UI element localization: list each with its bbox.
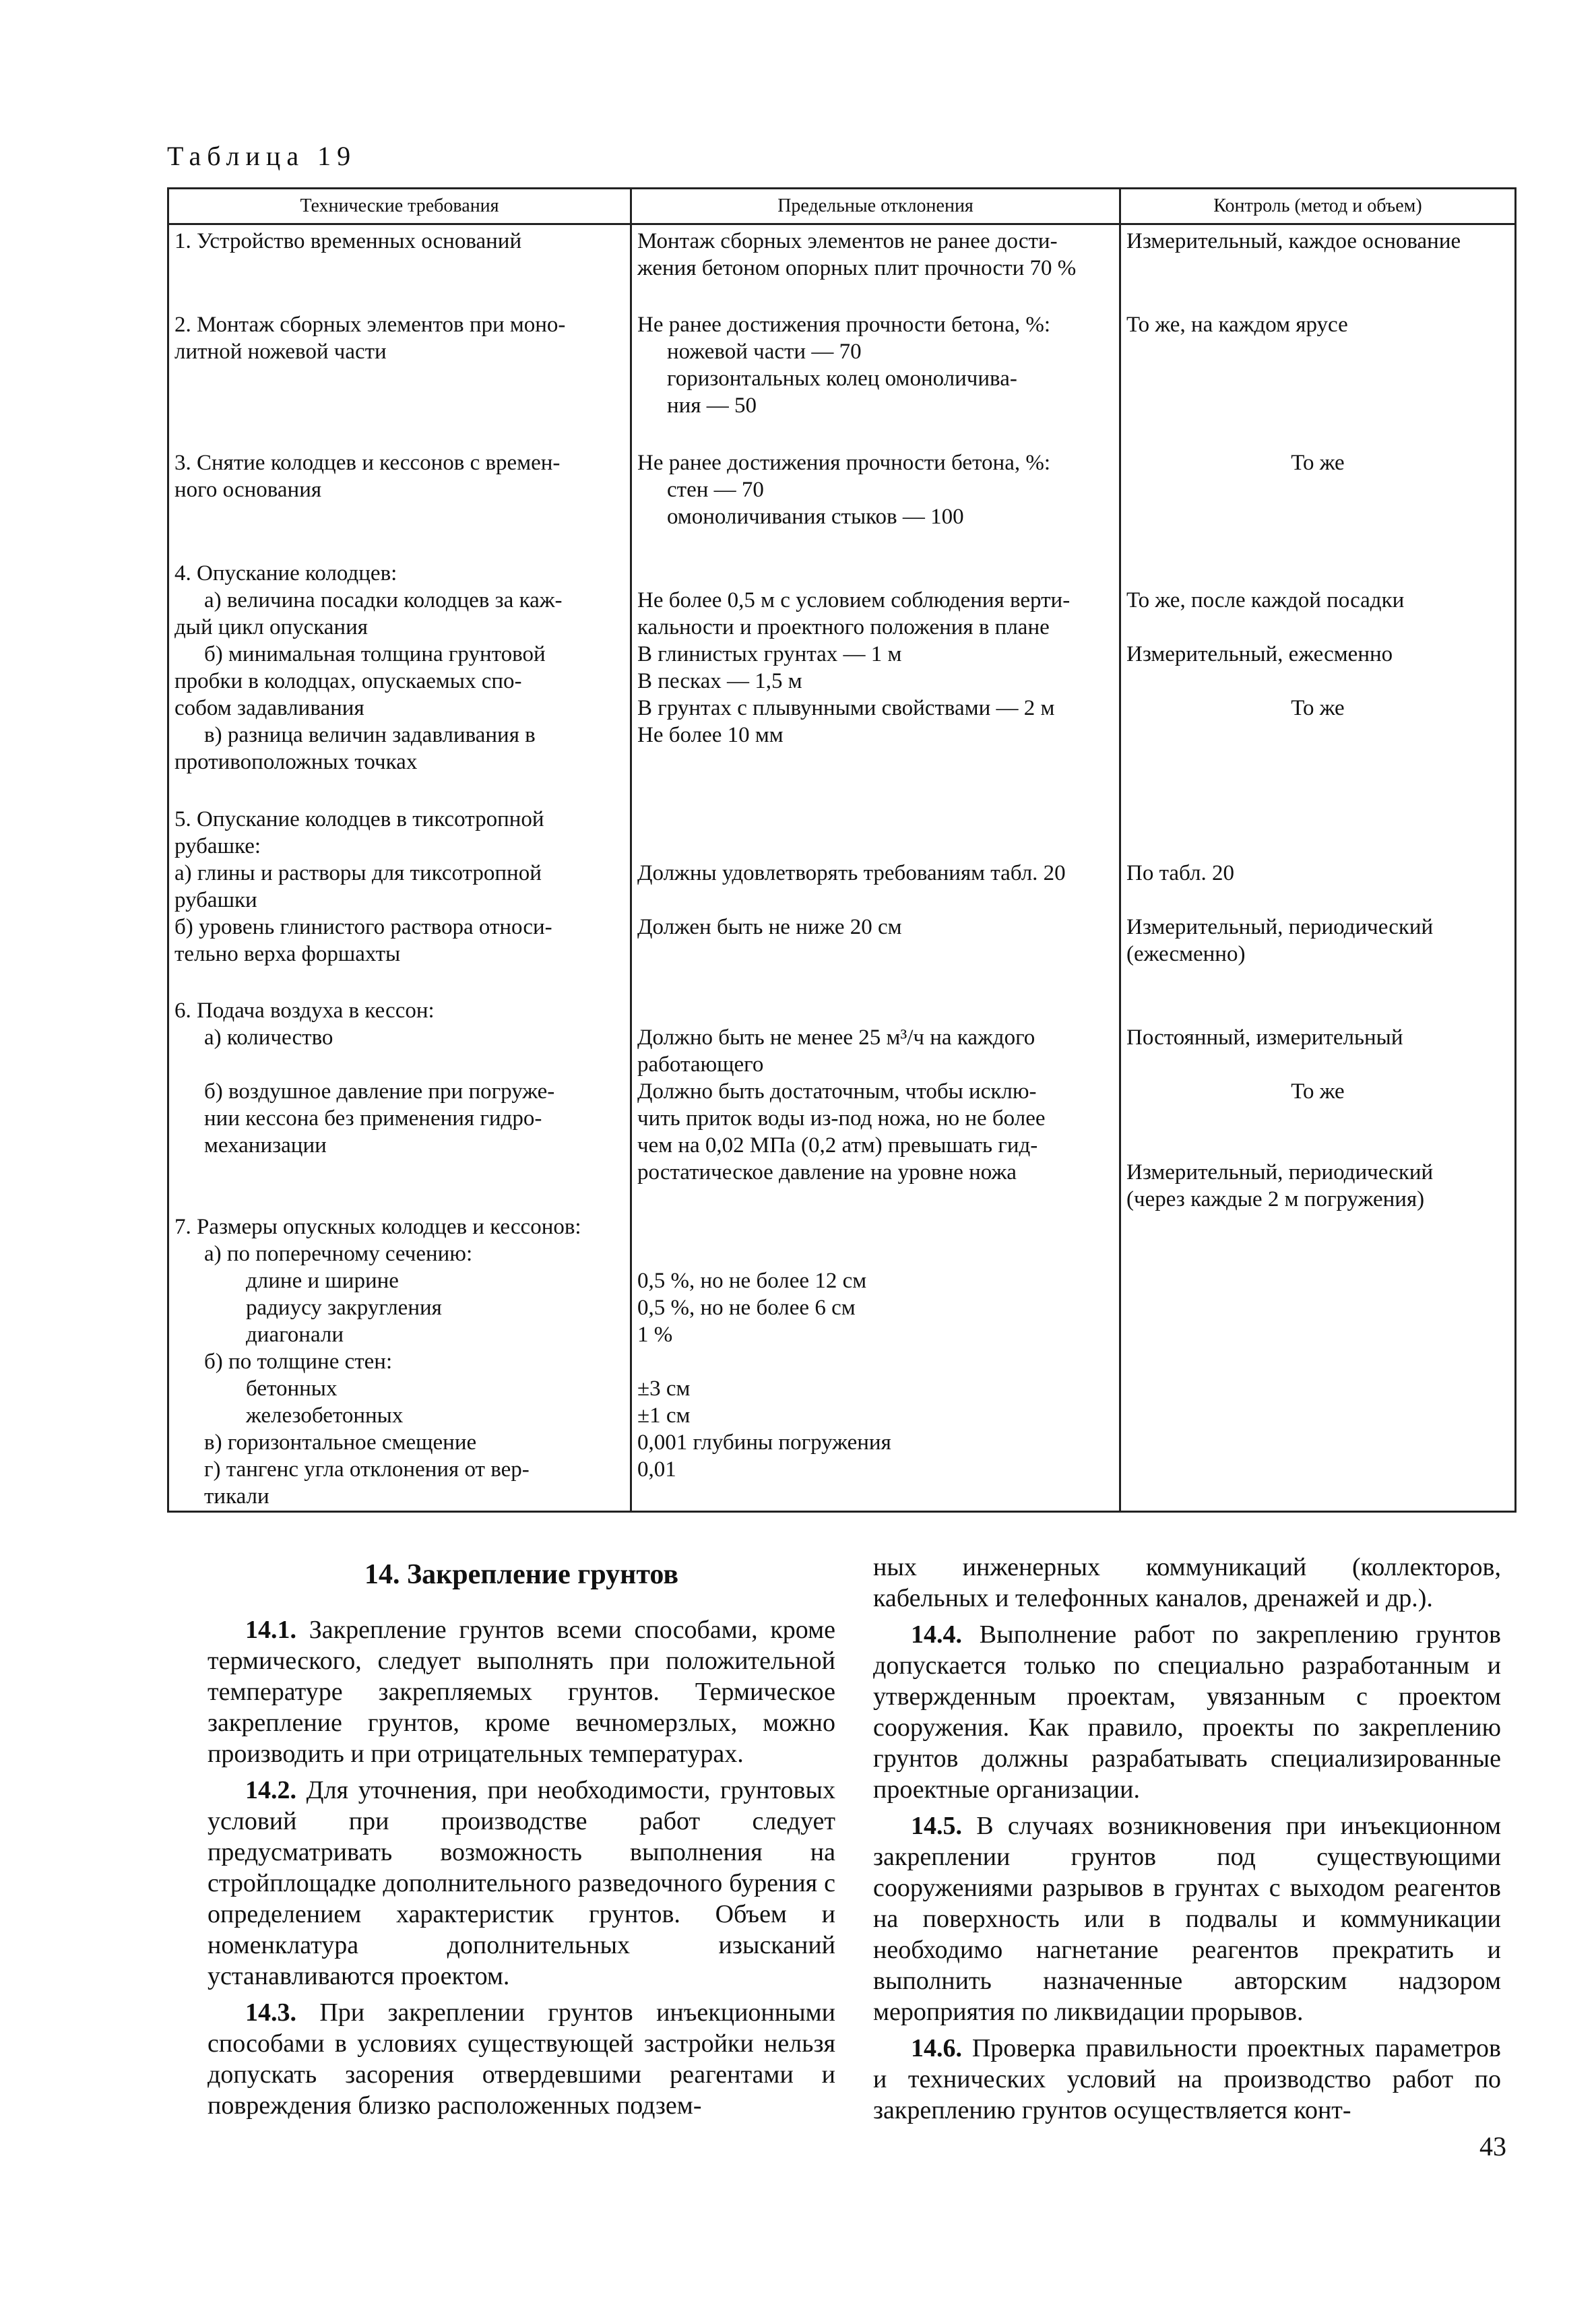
requirement-cell: 1. Устройство временных оснований bbox=[168, 224, 631, 309]
control-cell: Измерительный, каждое основание bbox=[1120, 224, 1516, 309]
text-column-right bbox=[873, 1552, 1501, 2131]
requirement-cell: 2. Монтаж сборных элементов при моно- литной ножевой части bbox=[168, 309, 631, 446]
paragraph-14-3: 14.3. При закреплении грунтов инъекционными способами в условиях существующей застройки нельзя допускать засорения отвердевшими реагентами и повреждения близко расположенных подзем- bbox=[208, 1998, 835, 2120]
table-row bbox=[168, 447, 1516, 557]
table-row bbox=[168, 803, 1516, 995]
deviation-cell: 0,5 %, но не более 12 см 0,5 %, но не более 6 см 1 % ±3 см ±1 см 0,001 глубины погружения 0,01 bbox=[631, 1213, 1120, 1511]
requirement-cell: 3. Снятие колодцев и кессонов с времен- ного основания bbox=[168, 447, 631, 557]
paragraph-14-1: 14.1. Закрепление грунтов всеми способами, кроме термического, следует выполнять при положительной температуре закрепляемых грунтов. Термическое закрепление грунтов, кроме вечномерзлых, можно производить и при отрицательных температурах. bbox=[208, 1616, 835, 1768]
paragraph-continuation: ных инженерных коммуникаций (коллекторов, кабельных и телефонных каналов, дренажей и др.). bbox=[873, 1553, 1501, 1612]
table-caption: Таблица 19 bbox=[167, 141, 357, 171]
deviation-cell: Не более 0,5 м с условием соблюдения верти- кальности и проектного положения в плане В глинистых грунтах — 1 м В песках — 1,5 м В грунтах с плывунными свойствами — 2 м Не более 10 мм bbox=[631, 557, 1120, 803]
table-row bbox=[168, 1213, 1516, 1511]
requirement-cell: 5. Опускание колодцев в тиксотропной рубашке: а) глины и растворы для тиксотропной рубашки б) уровень глинистого раствора относи- тельно верха форшахты bbox=[168, 803, 631, 995]
table-row bbox=[168, 557, 1516, 803]
deviation-cell: Должно быть не менее 25 м³/ч на каждого работающего Должно быть достаточным, чтобы исклю- чить приток воды из-под ножа, но не более чем на 0,02 МПа (0,2 атм) превышать гид- ростатическое давление на уровне ножа bbox=[631, 994, 1120, 1213]
control-cell: То же, на каждом ярусе bbox=[1120, 309, 1516, 446]
paragraph-14-4: 14.4. Выполнение работ по закреплению грунтов допускается только по специально разработанным и утвержденным проектам, увязанным с проектом сооружения. Как правило, проекты по закреплению грунтов должны разрабатывать специализированные проектные организации. bbox=[873, 1620, 1501, 1804]
control-cell: То же bbox=[1120, 447, 1516, 557]
section-title: 14. Закрепление грунтов bbox=[364, 1559, 679, 1590]
header-control: Контроль (метод и объем) bbox=[1120, 189, 1516, 224]
deviation-cell: Не ранее достижения прочности бетона, %: ножевой части — 70 горизонтальных колец омоноличива- ния — 50 bbox=[631, 309, 1120, 446]
paragraph-14-6: 14.6. Проверка правильности проектных параметров и технических условий на производство работ по закреплению грунтов осуществляется конт- bbox=[873, 2034, 1501, 2124]
requirement-cell: 4. Опускание колодцев: а) величина посадки колодцев за каж- дый цикл опускания б) минимальная толщина грунтовой пробки в колодцах, опускаемых спо- собом задавливания в) разница величин задавливания в противоположных точках bbox=[168, 557, 631, 803]
deviation-cell: Не ранее достижения прочности бетона, %: стен — 70 омоноличивания стыков — 100 bbox=[631, 447, 1120, 557]
deviation-cell: Монтаж сборных элементов не ранее дости- жения бетоном опорных плит прочности 70 % bbox=[631, 224, 1120, 309]
table-row bbox=[168, 994, 1516, 1213]
control-cell: По табл. 20 Измерительный, периодический (ежесменно) bbox=[1120, 803, 1516, 995]
paragraph-14-2: 14.2. Для уточнения, при необходимости, грунтовых условий при производстве работ следует предусматривать возможность выполнения на стройплощадке дополнительного разведочного бурения с определением характеристик грунтов. Объем и номенклатура дополнительных изысканий устанавливаются проектом. bbox=[208, 1776, 835, 1990]
paragraph-14-5: 14.5. В случаях возникновения при инъекционном закреплении грунтов под существующими сооружениями разрывов в грунтах с выходом реагентов на поверхность или в подвалы и коммуникации необходимо нагнетание реагентов прекратить и выполнить назначенные авторским надзором мероприятия по ликвидации прорывов. bbox=[873, 1812, 1501, 2026]
page-number: 43 bbox=[1479, 2131, 1506, 2161]
header-requirements: Технические требования bbox=[168, 189, 631, 224]
table-header-row bbox=[168, 189, 1516, 224]
control-cell bbox=[1120, 1213, 1516, 1511]
requirement-cell: 6. Подача воздуха в кессон: а) количество б) воздушное давление при погруже- нии кессона без применения гидро- механизации bbox=[168, 994, 631, 1213]
control-cell: То же, после каждой посадки Измерительный, ежесменно То же bbox=[1120, 557, 1516, 803]
tolerance-table bbox=[167, 187, 1517, 1513]
text-column-left bbox=[208, 1550, 835, 2126]
deviation-cell: Должны удовлетворять требованиям табл. 20 Должен быть не ниже 20 см bbox=[631, 803, 1120, 995]
table-row bbox=[168, 309, 1516, 446]
control-cell: Постоянный, измерительный То же Измерительный, периодический (через каждые 2 м погружения) bbox=[1120, 994, 1516, 1213]
requirement-cell: 7. Размеры опускных колодцев и кессонов: а) по поперечному сечению: длине и ширине радиусу закругления диагонали б) по толщине стен: бетонных железобетонных в) горизонтальное смещение г) тангенс угла отклонения от вер- тикали bbox=[168, 1213, 631, 1511]
header-deviations: Предельные отклонения bbox=[631, 189, 1120, 224]
table-row bbox=[168, 224, 1516, 309]
